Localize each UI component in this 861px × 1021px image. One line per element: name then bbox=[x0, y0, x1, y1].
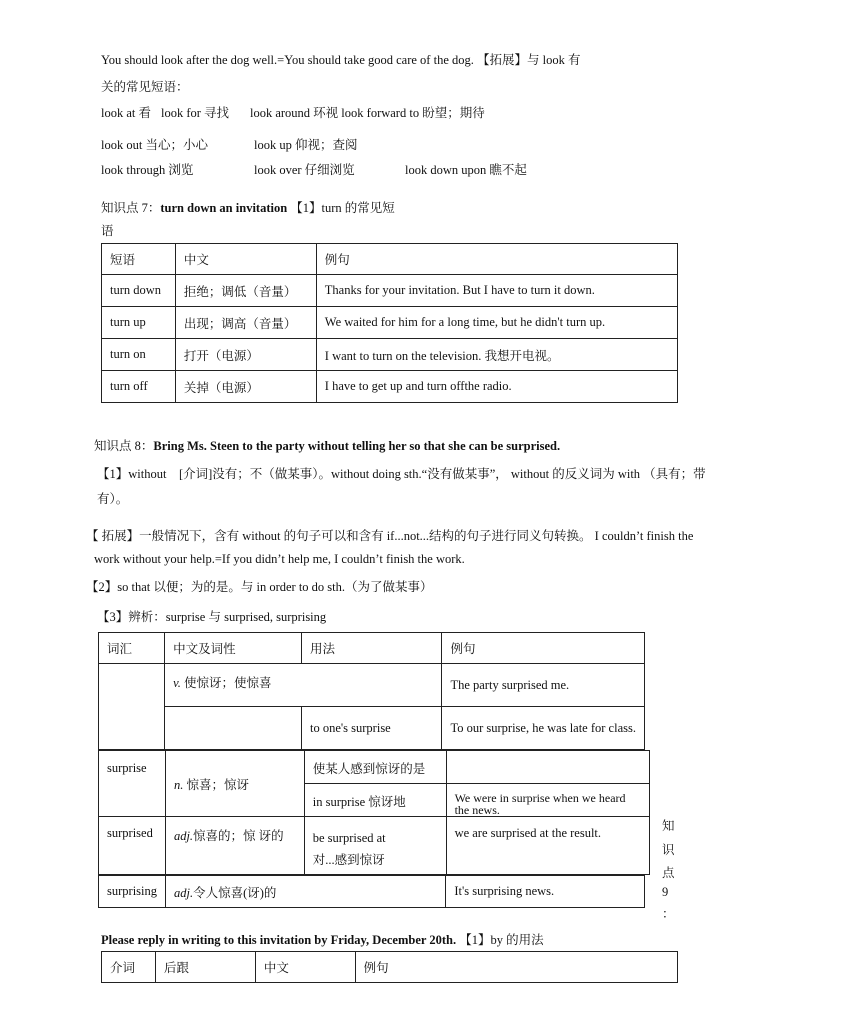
table-header-row bbox=[99, 633, 645, 664]
side-char: 识 bbox=[662, 843, 675, 857]
example-cell: I have to get up and turn offthe radio. bbox=[316, 371, 677, 403]
phrase-look-down-upon: look down upon 瞧不起 bbox=[405, 163, 527, 177]
phrase-look-around: look around 环视 look forward to 盼望；期待 bbox=[250, 106, 485, 120]
header-cell: 短语 bbox=[102, 244, 176, 275]
example-cell: To our surprise, he was late for class. bbox=[442, 707, 645, 750]
table-row bbox=[99, 876, 645, 908]
word-cell: surprise bbox=[99, 751, 166, 817]
table-row bbox=[102, 307, 678, 339]
pos-label: adj. bbox=[173, 829, 194, 843]
table-header-row bbox=[102, 244, 678, 275]
intro-line-2: 关的常见短语： bbox=[101, 80, 189, 94]
table-row bbox=[99, 817, 650, 875]
phrase-cell: turn up bbox=[102, 307, 176, 339]
example-cell: we are surprised at the result. bbox=[446, 817, 649, 875]
header-cell: 例句 bbox=[355, 952, 677, 983]
side-char: ： bbox=[662, 907, 675, 921]
phrase-look-for: look for 寻找 bbox=[161, 106, 230, 120]
phrase-look-at: look at 看 bbox=[101, 106, 151, 120]
point7-heading-bold: turn down an invitation bbox=[160, 201, 288, 215]
meaning-cell bbox=[165, 664, 442, 707]
meaning-cell: 拒绝；调低（音量） bbox=[175, 275, 316, 307]
point7-heading bbox=[101, 198, 395, 216]
point8-expand-line2: work without your help.=If you didn’t help me, I couldn’t finish the work. bbox=[94, 552, 465, 566]
surprise-table-middle bbox=[98, 750, 650, 875]
phrase-look-through: look through 浏览 bbox=[101, 163, 194, 177]
header-cell: 词汇 bbox=[99, 633, 165, 664]
header-cell: 例句 bbox=[442, 633, 645, 664]
word-cell bbox=[99, 664, 165, 750]
example-cell: The party surprised me. bbox=[442, 664, 645, 707]
phrase-cell: turn down bbox=[102, 275, 176, 307]
meaning-cell bbox=[166, 876, 446, 908]
point7-heading-suffix: 【1】turn 的常见短 bbox=[287, 201, 395, 215]
example-cell bbox=[446, 784, 649, 817]
surprise-table-top bbox=[98, 632, 645, 750]
point9-heading-bold: Please reply in writing to this invitation by Friday, December 20th. bbox=[101, 933, 457, 947]
phrase-cell: turn off bbox=[102, 371, 176, 403]
meaning-cell: 出现；调高（音量） bbox=[175, 307, 316, 339]
example-cell: I want to turn on the television. 我想开电视。 bbox=[316, 339, 677, 371]
point8-heading-bold: Bring Ms. Steen to the party without telling her so that she can be surprised. bbox=[153, 439, 561, 453]
meaning-text: 惊喜；惊讶 bbox=[183, 777, 249, 792]
point7-heading-prefix: 知识点 7： bbox=[101, 201, 161, 215]
point8-expand-line1: 【 拓展】一般情况下，含有 without 的句子可以和含有 if...not...结构的句子进行同义句转换。 I couldn’t finish the bbox=[86, 529, 694, 543]
pos-label: v. bbox=[173, 676, 181, 690]
header-cell: 中文 bbox=[255, 952, 355, 983]
header-cell: 中文及词性 bbox=[165, 633, 302, 664]
meaning-cell: 打开（电源） bbox=[175, 339, 316, 371]
turn-phrases-table bbox=[101, 243, 678, 403]
example-cell: It's surprising news. bbox=[446, 876, 645, 908]
phrase-look-out: look out 当心；小心 bbox=[101, 138, 208, 152]
table-row bbox=[99, 751, 650, 784]
point8-item1-line1: 【1】without [介词]没有；不（做某事）。without doing sth.“没有做某事”， without 的反义词为 with （具有；带 bbox=[97, 467, 706, 481]
table-row bbox=[102, 339, 678, 371]
header-cell: 例句 bbox=[316, 244, 677, 275]
point8-item2: 【2】so that 以便；为的是。与 in order to do sth.（为了做某事） bbox=[86, 580, 433, 594]
point8-item1-line2: 有）。 bbox=[97, 492, 129, 506]
side-char: 9 bbox=[662, 885, 669, 899]
header-cell: 用法 bbox=[302, 633, 442, 664]
point9-heading-suffix: 【1】by 的用法 bbox=[456, 933, 544, 947]
example-cell: We waited for him for a long time, but he didn't turn up. bbox=[316, 307, 677, 339]
surprise-table-bottom bbox=[98, 875, 645, 908]
header-cell: 中文 bbox=[175, 244, 316, 275]
example-cell bbox=[446, 751, 649, 784]
table-row bbox=[102, 275, 678, 307]
meaning-text: 令人惊喜(讶)的 bbox=[193, 885, 277, 900]
meaning-cell bbox=[165, 707, 302, 750]
pos-label: n. bbox=[173, 777, 184, 792]
point9-heading bbox=[101, 930, 544, 948]
intro-line-1: You should look after the dog well.=You should take good care of the dog. 【拓展】与 look 有 bbox=[101, 53, 581, 67]
usage-cell: 使某人感到惊讶的是 bbox=[304, 751, 446, 784]
header-cell: 后跟 bbox=[155, 952, 255, 983]
example-text: We were in surprise when we heard the news. bbox=[454, 791, 626, 817]
side-char: 点 bbox=[662, 866, 675, 880]
table-row bbox=[102, 371, 678, 403]
header-cell: 介词 bbox=[102, 952, 156, 983]
meaning-cell bbox=[165, 751, 304, 817]
phrase-cell: turn on bbox=[102, 339, 176, 371]
phrase-look-over: look over 仔细浏览 bbox=[254, 163, 355, 177]
table-row bbox=[99, 707, 645, 750]
pos-label: adj. bbox=[174, 885, 194, 900]
usage-cell bbox=[304, 817, 446, 875]
meaning-text: 惊喜的；惊 讶的 bbox=[193, 829, 284, 843]
usage-cell: to one's surprise bbox=[302, 707, 442, 750]
phrase-look-up: look up 仰视；查阅 bbox=[254, 138, 358, 152]
side-char: 知 bbox=[662, 819, 675, 833]
usage-cell: in surprise 惊讶地 bbox=[304, 784, 446, 817]
usage-line: be surprised at bbox=[312, 831, 386, 845]
table-header-row bbox=[102, 952, 678, 983]
example-cell: Thanks for your invitation. But I have to turn it down. bbox=[316, 275, 677, 307]
point8-heading-prefix: 知识点 8： bbox=[94, 439, 154, 453]
word-cell: surprised bbox=[99, 817, 166, 875]
meaning-cell bbox=[165, 817, 304, 875]
by-usage-table bbox=[101, 951, 678, 983]
table-row bbox=[99, 664, 645, 707]
usage-line: 对...感到惊讶 bbox=[312, 853, 385, 867]
word-cell: surprising bbox=[99, 876, 166, 908]
point7-heading-wrap: 语 bbox=[101, 224, 114, 238]
meaning-cell: 关掉（电源） bbox=[175, 371, 316, 403]
meaning-text: 使惊讶；使惊喜 bbox=[180, 676, 272, 690]
point8-heading bbox=[94, 436, 560, 454]
point8-item3: 【3】辨析：surprise 与 surprised, surprising bbox=[97, 610, 327, 624]
